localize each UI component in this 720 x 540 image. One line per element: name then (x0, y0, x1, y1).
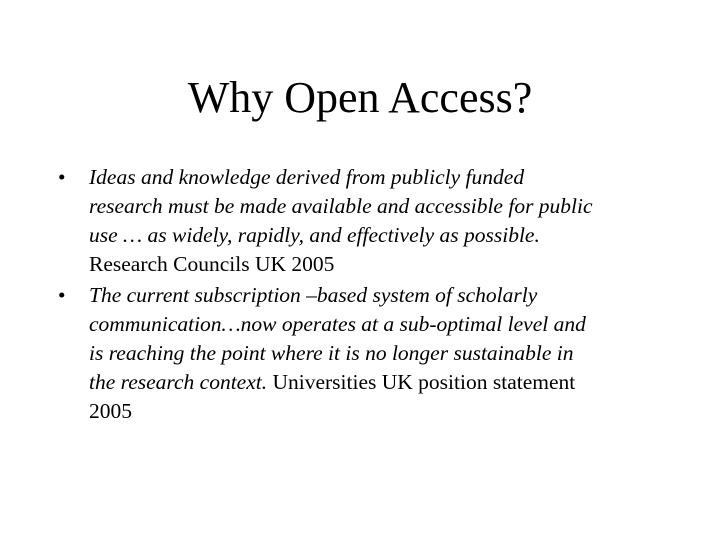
slide-title: Why Open Access? (187, 73, 533, 122)
source-citation-year: 2005 (89, 399, 132, 423)
quote-line: The current subscription –based system of scholarly (89, 283, 538, 307)
bullet-list (58, 163, 668, 426)
bullet-marker: • (58, 283, 66, 307)
source-citation: Universities UK position statement (267, 370, 576, 394)
quote-and-source-line (89, 368, 668, 397)
bullet-item-research-councils (58, 163, 668, 279)
quote-line: is reaching the point where it is no longer sustainable in (89, 341, 574, 365)
quote-line: communication…now operates at a sub-optimal level and (89, 312, 586, 336)
quote-line: Ideas and knowledge derived from publicly funded (89, 165, 525, 189)
quote-tail: the research context. (89, 370, 268, 394)
bullet-item-universities-uk (58, 281, 668, 426)
quote-line: research must be made available and accessible for public (89, 194, 593, 218)
quote-line: use … as widely, rapidly, and effectively as possible. (89, 223, 540, 247)
bullet-marker: • (58, 165, 66, 189)
source-citation: Research Councils UK 2005 (89, 252, 335, 276)
